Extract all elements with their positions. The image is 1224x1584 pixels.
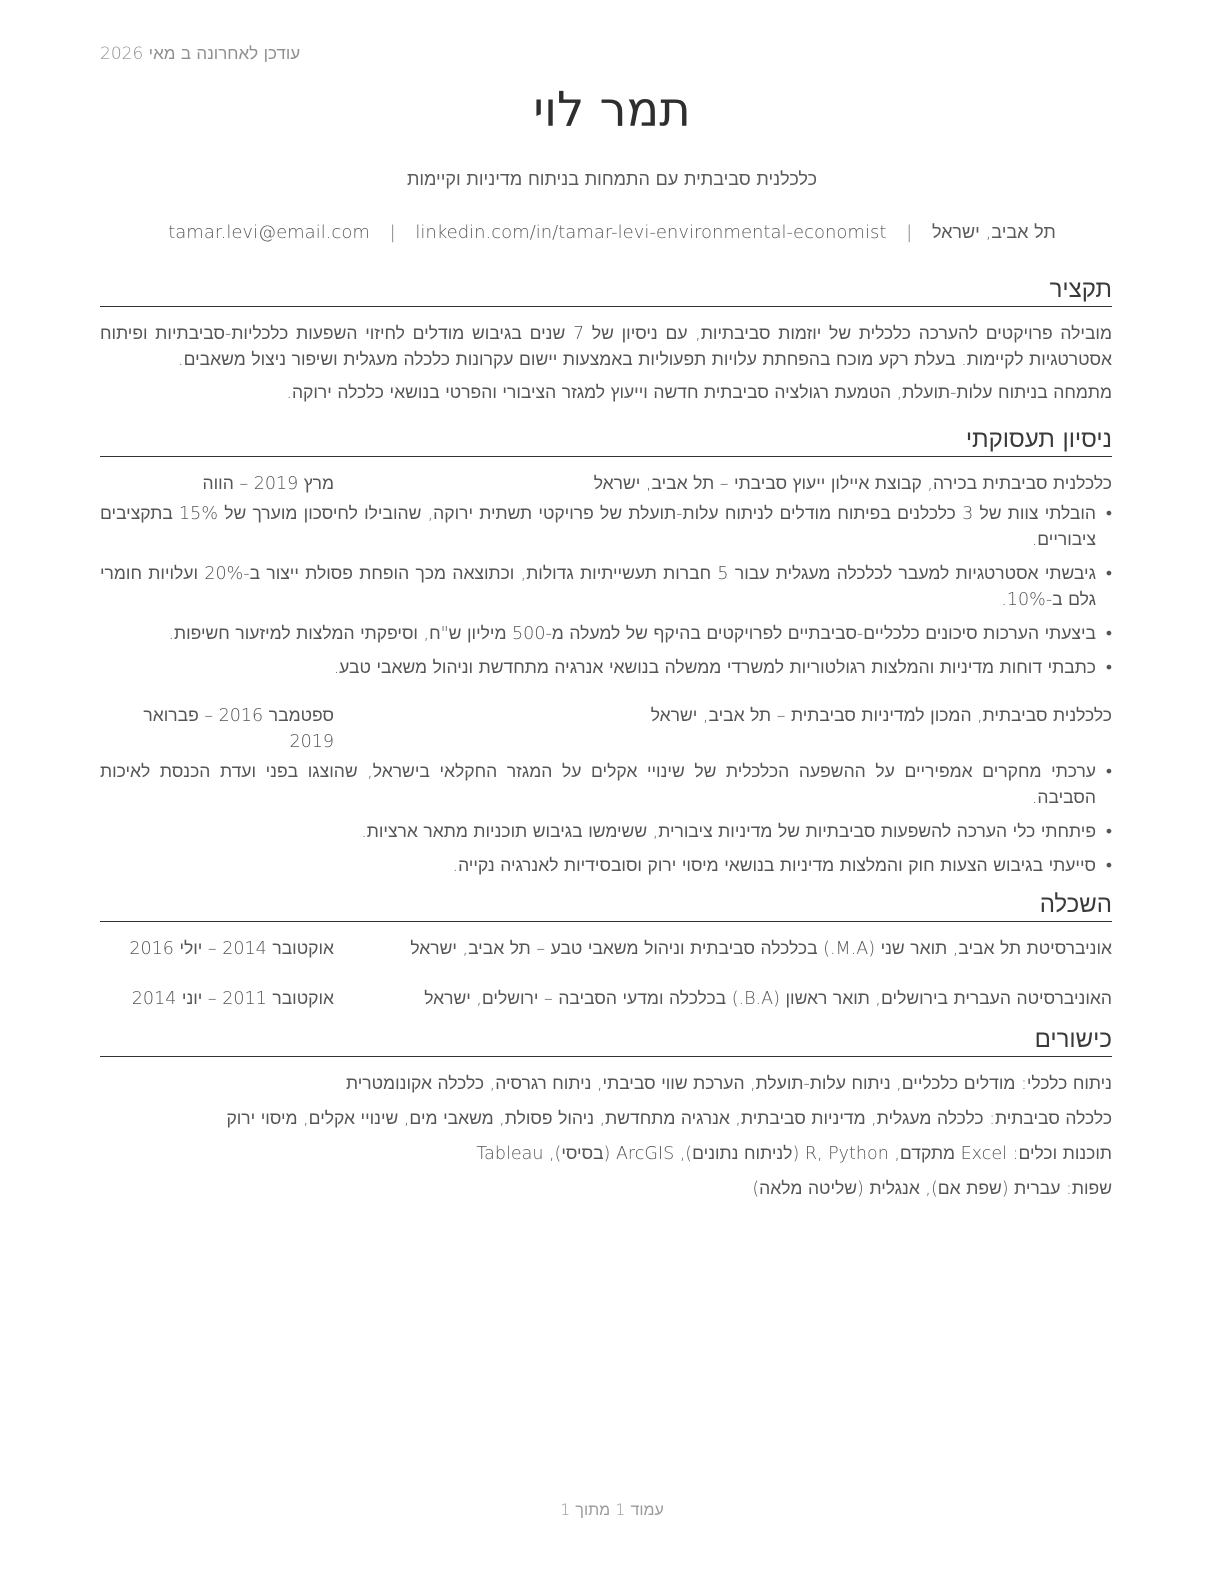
skill-line: ניתוח כלכלי: מודלים כלכליים, ניתוח עלות-תועלת, הערכת שווי סביבתי, ניתוח רגרסיה, כלכלה אקונומטרית bbox=[346, 1074, 1112, 1094]
summary-paragraph: מתמחה בניתוח עלות-תועלת, הטמעת רגולציה סביבתית חדשה וייעוץ למגזר הציבורי והפרטי בנושאי כלכלה ירוקה. bbox=[286, 383, 1112, 403]
job-bullet: • גיבשתי אסטרטגיות למעבר לכלכלה מעגלית עבור 5 חברות תעשייתיות גדולות, וכתוצאה מכך הופחת פסולת ייצור ב-20% ועלויות חומרי גלם ב-10%. bbox=[100, 561, 1096, 613]
resume-body bbox=[100, 272, 1112, 1211]
skill-line: שפות: עברית (שפת אם), אנגלית (שליטה מלאה) bbox=[752, 1179, 1112, 1199]
skill-line: כלכלה סביבתית: כלכלה מעגלית, מדיניות סביבתית, אנרגיה מתחדשת, ניהול פסולת, משאבי מים, שינויי אקלים, מיסוי ירוק bbox=[226, 1109, 1112, 1129]
job-title: כלכלנית סביבתית, המכון למדיניות סביבתית – תל אביב, ישראל bbox=[650, 706, 1112, 726]
contact-separator: | bbox=[906, 222, 913, 243]
job-header bbox=[100, 703, 1112, 755]
education-item bbox=[100, 936, 1112, 962]
summary-paragraph: מובילה פרויקטים להערכה כלכלית של יוזמות סביבתיות, עם ניסיון של 7 שנים בגיבוש מודלים לחיזוי השפעות כלכליות-סביבתיות ופיתוח אסטרטגיות לקיימות. בעלת רקע מוכח בהפחתת עלויות תפעוליות באמצעות יישום עקרונות כלכלה מעגלית ושיפור ניצול משאבים. bbox=[100, 324, 1112, 370]
job-bullet: • ביצעתי הערכות סיכונים כלכליים-סביבתיים לפרויקטים בהיקף של למעלה מ-500 מיליון ש"ח, וסיפקתי המלצות למיזעור חשיפות. bbox=[100, 621, 1096, 647]
section-title-education: השכלה bbox=[100, 887, 1112, 922]
contact-line bbox=[0, 222, 1224, 243]
education-dates: אוקטובר 2011 – יוני 2014 bbox=[131, 989, 334, 1009]
last-updated-note: עודכן לאחרונה ב מאי 2026 bbox=[100, 44, 301, 64]
job-dates: מרץ 2019 – הווה bbox=[202, 474, 334, 494]
location-text: תל אביב, ישראל bbox=[931, 222, 1056, 243]
section-title-experience: ניסיון תעסוקתי bbox=[100, 422, 1112, 457]
linkedin-link[interactable]: linkedin.com/in/tamar-levi-environmental-economist bbox=[415, 222, 887, 243]
skills-section bbox=[100, 1022, 1112, 1202]
page-number: עמוד 1 מתוך 1 bbox=[560, 1500, 664, 1519]
job-bullet: • כתבתי דוחות מדיניות והמלצות רגולטוריות למשרדי ממשלה בנושאי אנרגיה מתחדשת וניהול משאבי טבע. bbox=[100, 655, 1096, 681]
job-bullets bbox=[100, 759, 1112, 879]
job-bullets bbox=[100, 501, 1112, 681]
education-dates: אוקטובר 2014 – יולי 2016 bbox=[129, 939, 334, 959]
job-bullet: • פיתחתי כלי הערכה להשפעות סביבתיות של מדיניות ציבורית, ששימשו בגיבוש תוכניות מתאר ארציות. bbox=[100, 819, 1096, 845]
education-item bbox=[100, 986, 1112, 1012]
candidate-headline: כלכלנית סביבתית עם התמחות בניתוח מדיניות וקיימות bbox=[406, 169, 818, 190]
skill-line: תוכנות וכלים: Excel מתקדם, R, Python (לניתוח נתונים), ArcGIS (בסיסי), Tableau bbox=[476, 1144, 1112, 1164]
contact-separator: | bbox=[389, 222, 396, 243]
job-title: כלכלנית סביבתית בכירה, קבוצת איילון ייעוץ סביבתי – תל אביב, ישראל bbox=[593, 474, 1112, 494]
summary-section bbox=[100, 272, 1112, 406]
experience-section bbox=[100, 422, 1112, 879]
job-bullet: • סייעתי בגיבוש הצעות חוק והמלצות מדיניות בנושאי מיסוי ירוק וסובסידיות לאנרגיה נקייה. bbox=[100, 853, 1096, 879]
candidate-name: תמר לוי bbox=[533, 82, 691, 138]
job-header bbox=[100, 471, 1112, 497]
email-link[interactable]: tamar.levi@email.com bbox=[168, 222, 370, 243]
section-title-skills: כישורים bbox=[100, 1022, 1112, 1057]
education-degree: אוניברסיטת תל אביב, תואר שני (M.A.) בכלכלה סביבתית וניהול משאבי טבע – תל אביב, ישראל bbox=[410, 939, 1112, 959]
job-bullet: • הובלתי צוות של 3 כלכלנים בפיתוח מודלים לניתוח עלות-תועלת של פרויקטי תשתית ירוקה, שהובילו לחיסכון מוערך של 15% בתקציבים ציבוריים. bbox=[100, 501, 1096, 553]
job-bullet: • ערכתי מחקרים אמפיריים על ההשפעה הכלכלית של שינויי אקלים על המגזר החקלאי בישראל, שהוצגו בפני ועדת הכנסת לאיכות הסביבה. bbox=[100, 759, 1096, 811]
job-dates: ספטמבר 2016 – פברואר 2019 bbox=[143, 706, 334, 752]
education-degree: האוניברסיטה העברית בירושלים, תואר ראשון (B.A.) בכלכלה ומדעי הסביבה – ירושלים, ישראל bbox=[424, 989, 1112, 1009]
section-title-summary: תקציר bbox=[100, 272, 1112, 307]
education-section bbox=[100, 887, 1112, 1012]
